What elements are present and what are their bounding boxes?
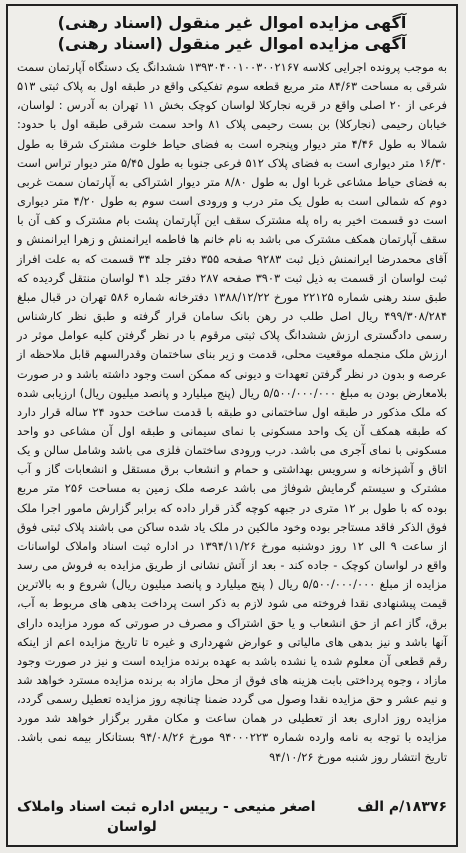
notice-body: به موجب پرونده اجرایی کلاسه ۱۳۹۳۰۴۰۰۱۰۰۳۰۰۲۱۶۷ ششدانگ یک دستگاه آپارتمان سمت شرقی به مساحت ۸۴/۶۳ متر مربع قطعه سوم تفکیکی واقع در طبقه اول به پلاک ثبتی ۵۱۳ فرعی از ۲۰ اصلی واقع در قریه نجارکلا لواسان کوچک بخش ۱۱ تهران به آدرس : لواسان، خیابان رحیمی (نجارکلا) بن بست رحیمی پلاک ۸۱ واحد سمت شرقی طبقه اول با حدود: شمالا به طول ۴/۴۶ متر دیوار وپنجره است به فضای حیاط خلوت مشترک شرقا به طول ۱۶/۳۰ متر دیواری است به فضای پلاک ۵۱۲ فرعی جنوبا به طول ۵/۴۵ متر دیوار تراس است به فضای حیاط مشاعی غربا اول به طول ۸/۸۰ متر دیوار اشتراکی به آپارتمان سمت غربی دوم که شمالی است به طول یک متر درب و ورودی است سوم به طول ۴/۲۰ متر دیواری است دو قسمت اخیر به راه پله مشترک سقف این آپارتمان پشت بام مشترک و کف آن با سقف آپارتمان همکف مشترک می باشد به نام خانم ها فاطمه ایرانمنش و زهرا ایرانمنش و آقای محمدرضا ایرانمنش ذیل ثبت ۹۲۸۳ صفحه ۳۵۵ دفتر جلد ۳۴ قسمت که به علت افراز ثبت لواسان از قسمت به ذیل ثبت ۳۹۰۳ صفحه ۲۸۷ دفتر جلد ۴۱ لواسان منتقل گردیده که طبق سند رهنی شماره ۲۲۱۲۵ مورخ ۱۳۸۸/۱۲/۲۲ دفترخانه شماره ۵۸۶ تهران در قبال مبلغ ۴۹۹/۳۰۸/۲۸۴ ریال اصل طلب در رهن بانک سامان قرار گرفته و طبق نظر کارشناس رسمی دادگستری ارزش ششدانگ پلاک ثبتی مرقوم با در نظر گرفتن کلیه عوامل موثر در ارزش ملک منجمله موقعیت محلی، قدمت و زیر بنای ساختمان وقدرالسهم قابل ملاحظه از عرصه و بدون در نظر گرفتن تعهدات و دیونی که ممکن است وجود داشته باشد و در صورت بلامعارض بودن به مبلغ ۵/۵۰۰/۰۰۰/۰۰۰ ریال (پنج میلیارد و پانصد میلیون ریال) ارزیابی شده که ملک مذکور در طبقه اول ساختمانی دو طبقه با قدمت ساخت حدود ۲۴ ساله قرار دارد که طبقه همکف آن یک واحد مسکونی با نمای سیمانی و طبقه اول آن مشاعی دو واحد مسکونی با نمای آجری می باشد. درب ورودی ساختمان فلزی می باشد وشامل سالن و یک اتاق و آشپزخانه و سرویس بهداشتی و حمام و انشعاب برق مستقل و انشعابات گاز و آب مشترک و سیستم گرمایش شوفاژ می باشد عرصه ملک زمین به مساحت ۲۵۶ متر مربع بوده که با طول بر ۱۲ متری در جبهه کوچه گذر قرار داده که برابر گزارش مامور اجرا ملک فوق الذکر فاقد مستاجر بوده وخود مالکین در ملک یاد شده ساکن می باشند پلاک ثبتی فوق از ساعت ۹ الی ۱۲ روز دوشنبه مورخ ۱۳۹۴/۱۱/۲۶ در اداره ثبت اسناد واملاک لواسانات واقع در لواسان کوچک - جاده کند - بعد از آتش نشانی از طریق مزایده به فروش می رسد مزایده از مبلغ ۵/۵۰۰/۰۰۰/۰۰۰ ریال ( پنج میلیارد و پانصد میلیون ریال) شروع و به بالاترین قیمت پیشنهادی نقدا فروخته می شود لازم به ذکر است پرداخت بدهی های مربوط به آب، برق، گاز اعم از حق انشعاب و یا حق اشتراک و مصرف در صورتی که مورد مزایده دارای آنها باشد و نیز بدهی های مالیاتی و عوارض شهرداری و غیره تا تاریخ مزایده اعم از اینکه رقم قطعی آن معلوم شده یا نشده باشد به عهده برنده مزایده است و نیز در صورت وجود مازاد ، وجوه پرداختی بابت هزینه های فوق از محل مازاد به برنده مزایده مسترد خواهد شد و نیم عشر و حق مزایده نقدا وصول می گردد ضمنا چنانچه روز مزایده تعطیل رسمی گردد، مزایده روز اداری بعد از تعطیلی در همان ساعت و مکان مقرر برگزار خواهد شد مورد مزایده با توجه به نامه وارده شماره ۹۴۰۰۰۲۲۳ مورخ ۹۴/۰۸/۲۶ بستانکار بیمه نمی باشد. تاریخ انتشار روز شنبه مورخ ۹۴/۱۰/۲۶ — [17, 60, 448, 764]
notice-footer — [17, 797, 447, 837]
auction-notice — [6, 4, 458, 847]
notice-header — [17, 12, 447, 54]
notice-subtitle: آگهی مزایده اموال غیر منقول (اسناد رهنی) — [57, 34, 407, 53]
notice-signatory: اصغر منیعی - رییس اداره ثبت اسناد واملاک — [17, 799, 316, 815]
notice-title: آگهی مزایده اموال غیر منقول (اسناد رهنی) — [57, 13, 407, 32]
notice-reference-number: ۱۸۳۷۶/م الف — [357, 799, 447, 815]
notice-office: لواسان — [107, 819, 157, 835]
